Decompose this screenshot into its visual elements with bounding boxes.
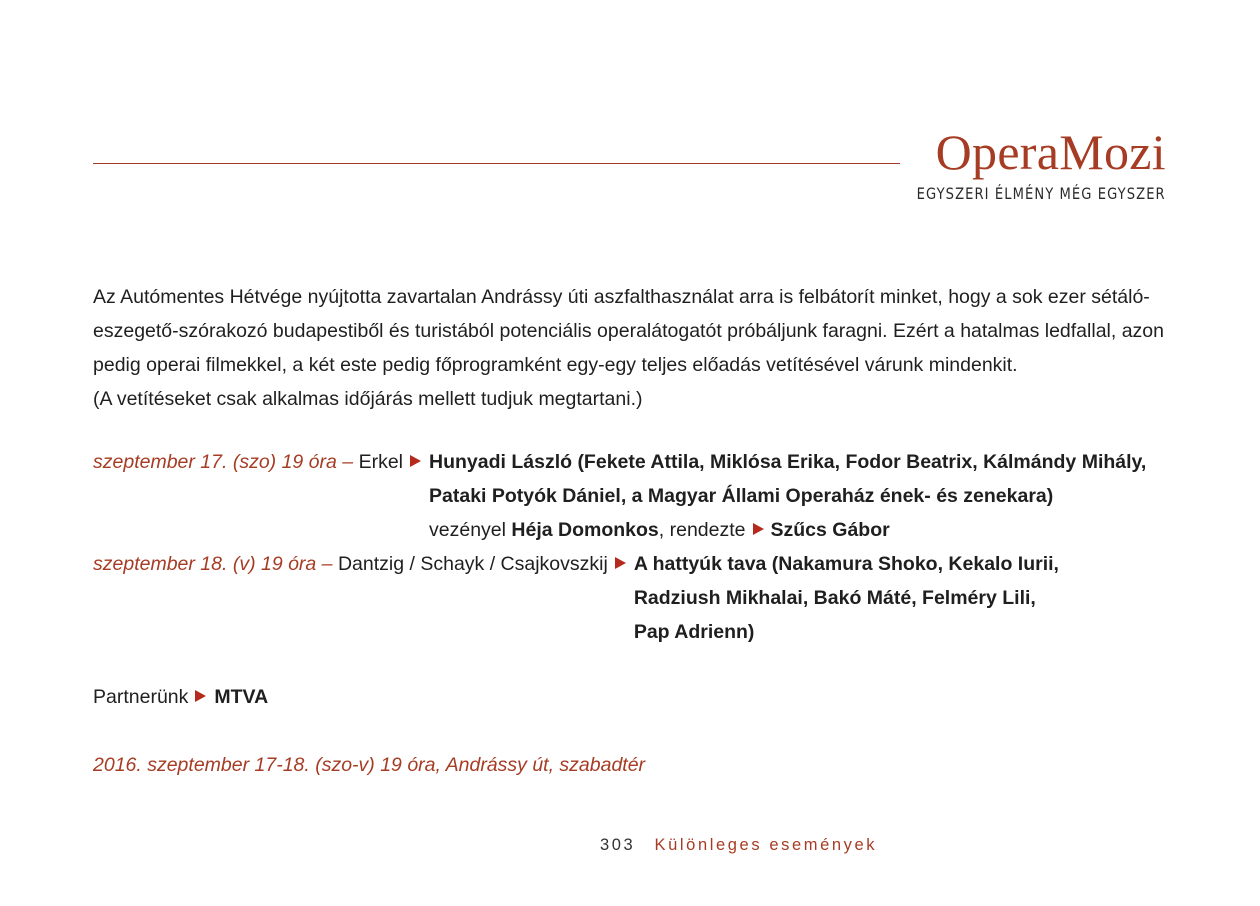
page-subtitle: EGYSZERI ÉLMÉNY MÉG EGYSZER — [916, 184, 1166, 203]
conductor-label: vezényel — [429, 519, 506, 541]
intro-note: (A vetítéseket csak alkalmas időjárás mellett tudjuk megtartani.) — [93, 388, 643, 410]
event-director: Szűcs Gábor — [770, 519, 890, 541]
partner-line — [93, 680, 268, 714]
event-detail — [634, 547, 1064, 649]
event-lead — [93, 547, 634, 581]
event-dateline: 2016. szeptember 17-18. (szo-v) 19 óra, Andrássy út, szabadtér — [93, 754, 646, 776]
event-title: A hattyúk tava (Nakamura Shoko, Kekalo Iurii, Radziush Mikhalai, Bakó Máté, Felméry Lili, Pap Adrienn) — [633, 553, 1059, 643]
event-date: szeptember 17. (szo) 19 óra – — [93, 451, 354, 473]
event-date: szeptember 18. (v) 19 óra – — [93, 553, 333, 575]
event-lead — [93, 445, 429, 479]
section-name: Különleges események — [654, 836, 878, 854]
event-list — [93, 445, 1183, 649]
partner-name: MTVA — [214, 686, 269, 708]
intro-text — [93, 280, 1168, 416]
event-title: Hunyadi László (Fekete Attila, Miklósa Erika, Fodor Beatrix, Kálmándy Mihály, Pataki Potyók Dániel, a Magyar Állami Operaház ének- és zenekara) — [429, 451, 1147, 507]
header-rule — [93, 163, 900, 164]
triangle-right-icon — [753, 523, 764, 535]
event-composer: Dantzig / Schayk / Csajkovszkij — [337, 553, 608, 575]
event-item — [93, 547, 1183, 649]
director-label: , rendezte — [658, 519, 746, 541]
event-composer: Erkel — [358, 451, 403, 473]
event-detail — [429, 445, 1183, 547]
event-conductor: Héja Domonkos — [511, 519, 659, 541]
page-title: OperaMozi — [935, 124, 1166, 180]
page-footer — [600, 836, 877, 855]
page-number: 303 — [600, 836, 636, 854]
event-item — [93, 445, 1183, 547]
intro-paragraph: Az Autómentes Hétvége nyújtotta zavartalan Andrássy úti aszfalthasználat arra is felbátorít minket, hogy a sok ezer sétáló-eszegető-szórakozó budapestiből és turistából potenciális operalátogatót próbáljunk faragni. Ezért a hatalmas ledfallal, azon pedig operai filmekkel, a két este pedig főprogramként egy-egy teljes előadás vetítésével várunk mindenkit. — [93, 286, 1164, 376]
partner-label: Partnerünk — [93, 686, 189, 708]
triangle-right-icon — [195, 690, 206, 702]
triangle-right-icon — [615, 557, 626, 569]
triangle-right-icon — [410, 455, 421, 467]
